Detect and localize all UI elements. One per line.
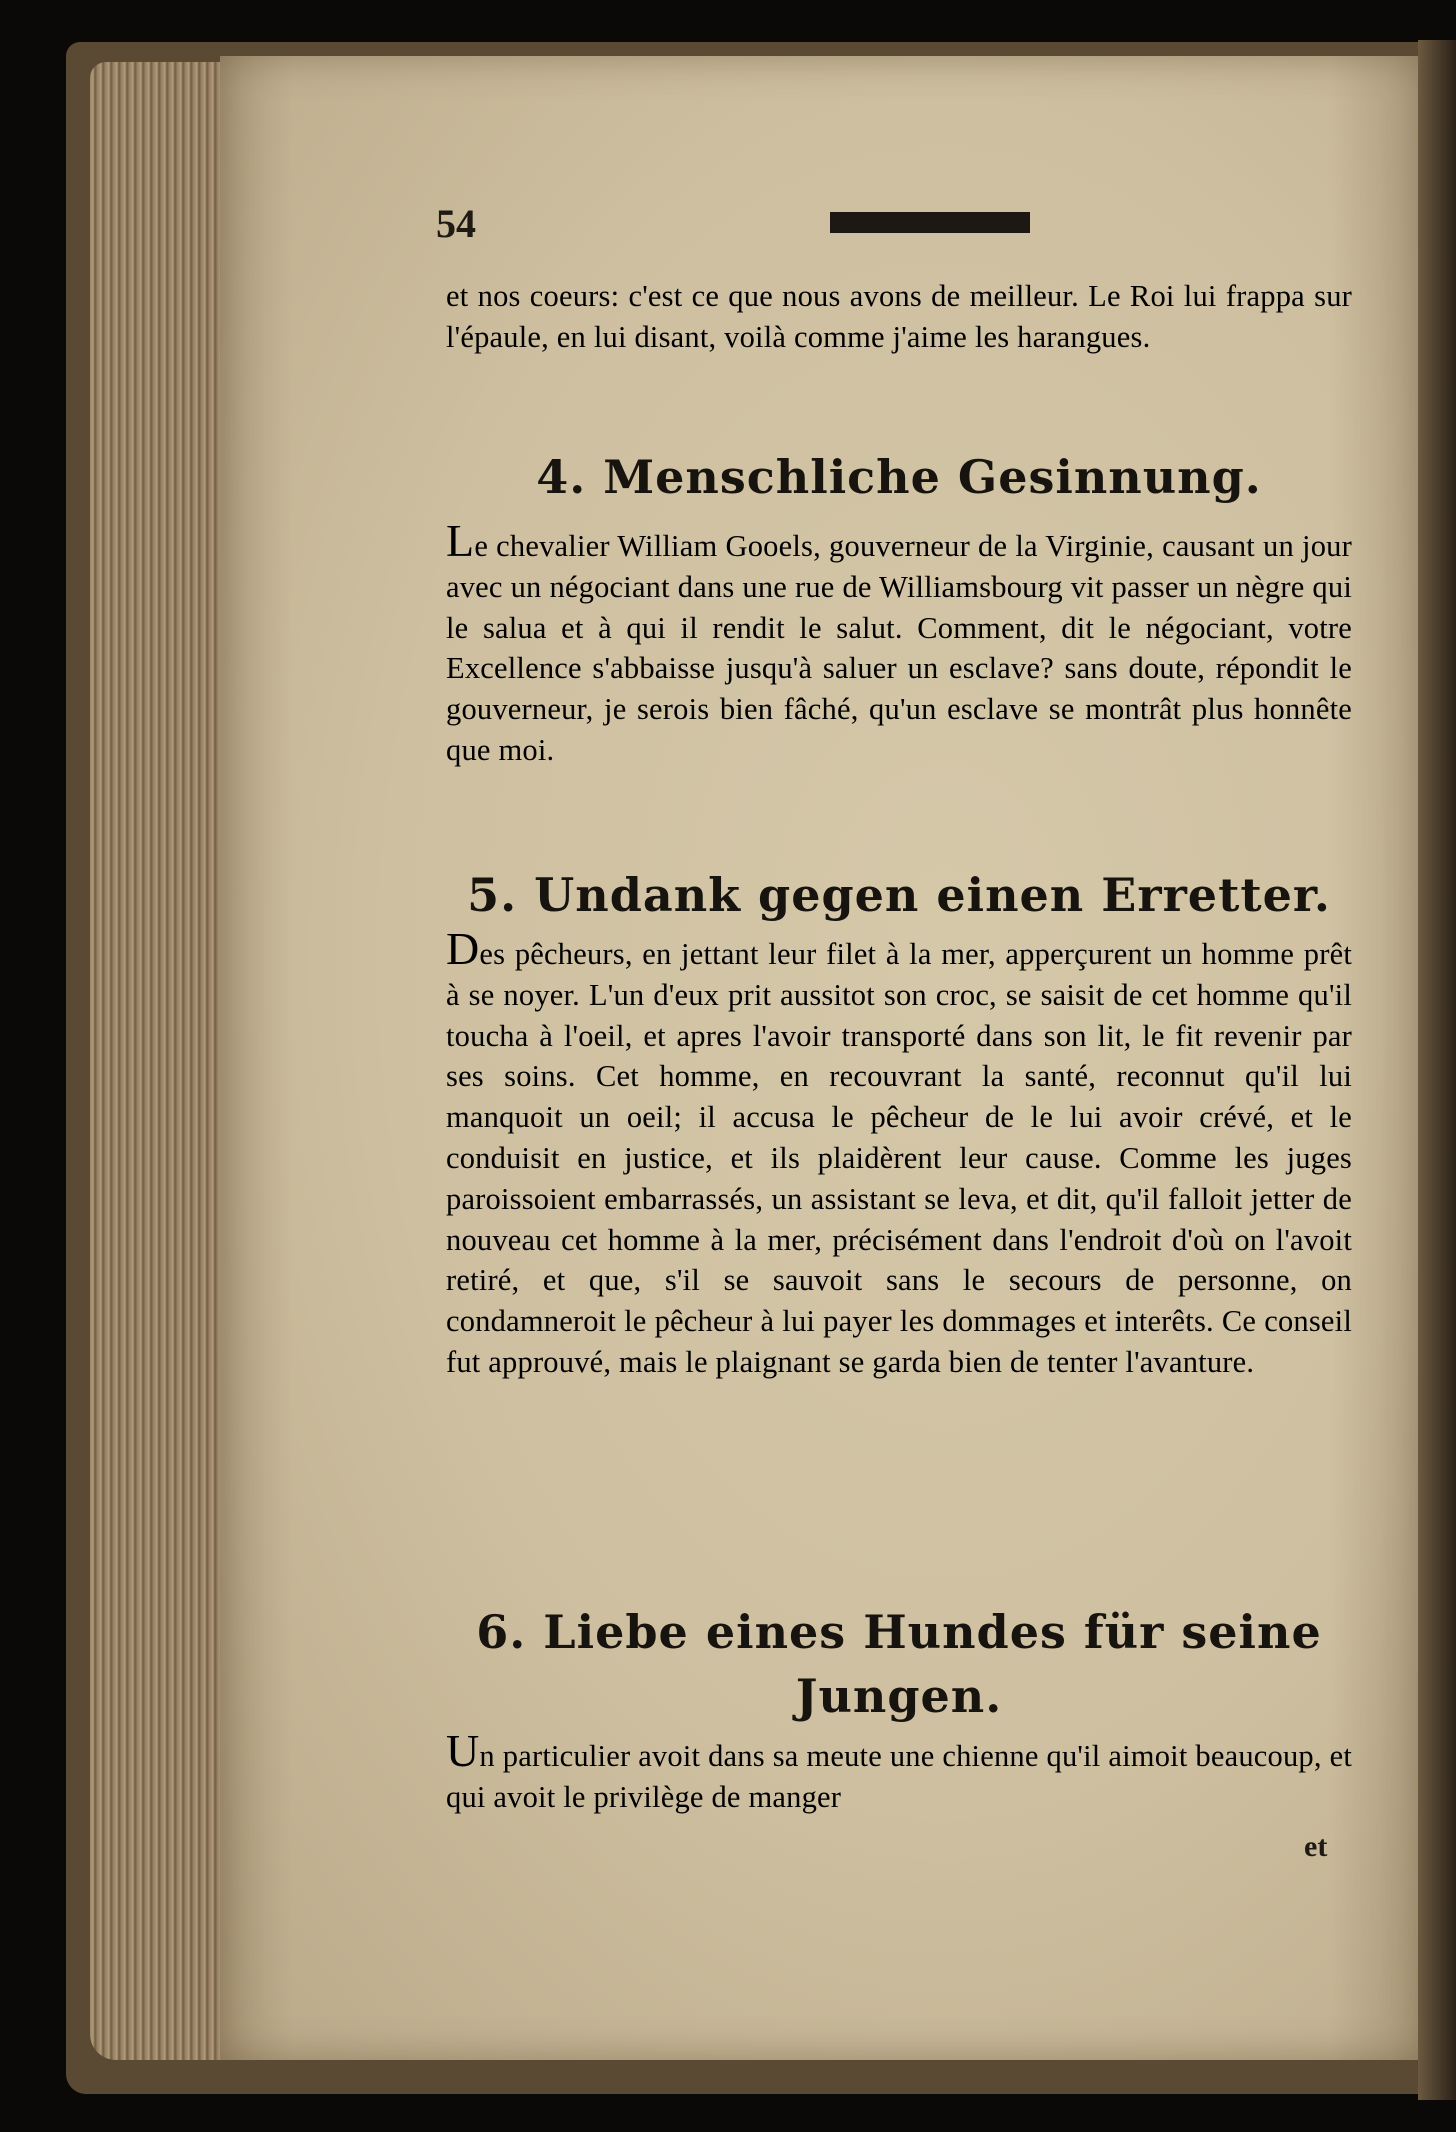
page-edges: [90, 62, 240, 2060]
paragraph-text: es pêcheurs, en jettant leur filet à la mer, apperçurent un homme prêt à se noyer. L'un d'eux prit aussitot son croc, se saisit de cet homme qu'il toucha à l'oeil, et apres l'avoir transporté dans son lit, le fit revenir par ses soins. Cet homme, en recouvrant la santé, reconnut qu'il lui manquoit un oeil; il accusa le pêcheur de le lui avoir crévé, et le conduisit en justice, et ils plaidèrent leur cause. Comme les juges paroissoient embarrassés, un assistant se leva, et dit, qu'il falloit jetter de nouveau cet homme à la mer, précisément dans l'endroit d'où on l'avoit retiré, et que, s'il se sauvoit sans le secours de personne, on condamneroit le pêcheur à lui payer les dommages et interêts. Ce conseil fut approuvé, mais le plaignant se garda bien de tenter l'avanture.: [446, 937, 1352, 1379]
paragraph-section-6: [446, 1725, 1352, 1818]
initial-letter: D: [446, 923, 480, 974]
heading-section-5: 5. Undank gegen einen Erretter.: [467, 868, 1331, 922]
paragraph-section-5: [446, 923, 1352, 1383]
paragraph-text: e chevalier William Gooels, gouverneur de la Virginie, causant un jour avec un négociant dans une rue de Williamsbourg vit passer un nègre qui le salua et à qui il rendit le salut. Comment, dit le négociant, votre Excellence s'abbaisse jusqu'à saluer un esclave? sans doute, répondit le gouverneur, je serois bien fâché, qu'un esclave se montrât plus honnête que moi.: [446, 529, 1352, 767]
page-number: 54: [436, 201, 476, 246]
paragraph-text: n particulier avoit dans sa meute une chienne qu'il aimoit beaucoup, et qui avoit le privilège de manger: [446, 1739, 1352, 1814]
paragraph-section-4: [446, 515, 1352, 771]
heading-section-6: 6. Liebe eines Hundes für seine Jungen.: [476, 1605, 1322, 1723]
initial-letter: U: [446, 1725, 480, 1776]
initial-letter: L: [446, 515, 475, 566]
heading-section-4: 4. Menschliche Gesinnung.: [536, 450, 1262, 504]
paragraph-continuation: et nos coeurs: c'est ce que nous avons de meilleur. Le Roi lui frappa sur l'épaule, en lui disant, voilà comme j'aime les harangues.: [446, 279, 1352, 354]
catchword: et: [1304, 1830, 1328, 1863]
page-gutter: [1418, 40, 1456, 2100]
header-rule: [830, 212, 1030, 233]
